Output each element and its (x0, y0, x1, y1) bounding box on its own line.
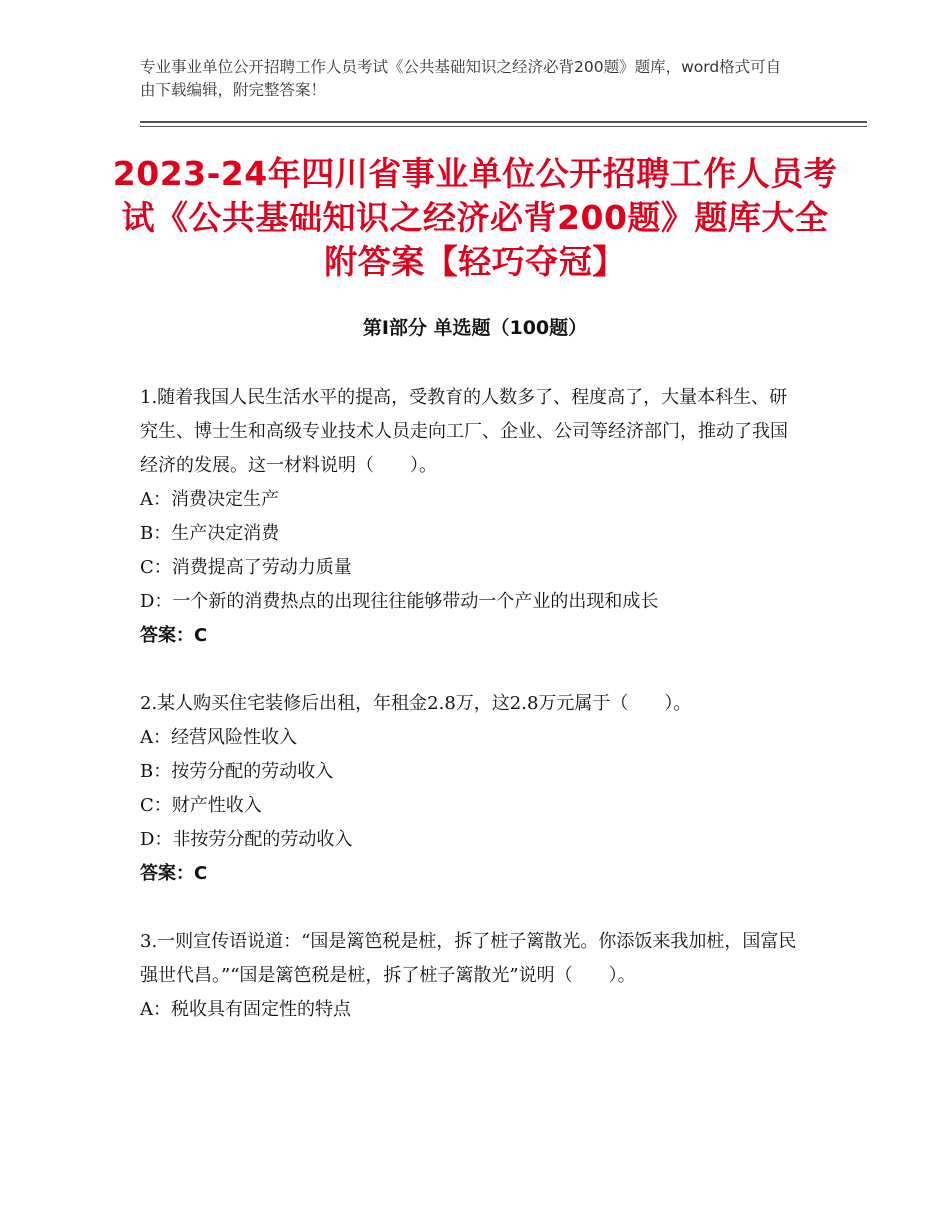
option-a: A：税收具有固定性的特点 (140, 999, 351, 1020)
option-b: B：按劳分配的劳动收入 (140, 761, 334, 782)
header-divider-thick (140, 121, 867, 123)
option-a: A：消费决定生产 (140, 489, 279, 510)
question-2 (140, 687, 800, 891)
option-b: B：生产决定消费 (140, 523, 280, 544)
option-d: D：一个新的消费热点的出现往往能够带动一个产业的出现和成长 (140, 591, 659, 612)
option-d: D：非按劳分配的劳动收入 (140, 829, 353, 850)
question-list (140, 381, 800, 1061)
answer: 答案：C (140, 863, 208, 884)
option-c: C：财产性收入 (140, 795, 262, 816)
question-stem: 1.随着我国人民生活水平的提高，受教育的人数多了、程度高了，大量本科生、研究生、博士生和高级专业技术人员走向工厂、企业、公司等经济部门，推动了我国经济的发展。这一材料说明（ ）。 (140, 387, 788, 476)
answer: 答案：C (140, 625, 208, 646)
header-divider-thin (140, 126, 867, 127)
page-header: 专业事业单位公开招聘工作人员考试《公共基础知识之经济必背200题》题库，word格式可自由下载编辑，附完整答案！ (140, 58, 782, 99)
question-3 (140, 925, 800, 1027)
question-1 (140, 381, 800, 653)
document-title: 2023-24年四川省事业单位公开招聘工作人员考试《公共基础知识之经济必背200题》题库大全附答案【轻巧夺冠】 (112, 154, 838, 281)
question-stem: 3.一则宣传语说道：“国是篱笆税是桩，拆了桩子篱散光。你添饭来我加桩，国富民强世代昌。”“国是篱笆税是桩，拆了桩子篱散光”说明（ ）。 (140, 931, 797, 986)
option-a: A：经营风险性收入 (140, 727, 297, 748)
question-stem: 2.某人购买住宅装修后出租，年租金2.8万，这2.8万元属于（ ）。 (140, 693, 692, 714)
section-heading: 第Ⅰ部分 单选题（100题） (362, 317, 588, 339)
option-c: C：消费提高了劳动力质量 (140, 557, 352, 578)
